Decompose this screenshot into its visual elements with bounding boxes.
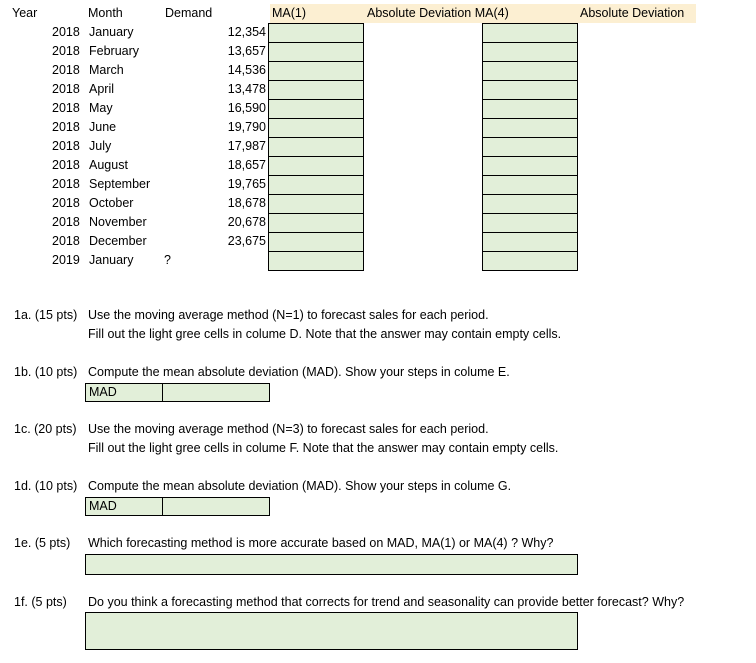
row-year: 2018: [52, 196, 80, 210]
ma1-input-cell[interactable]: [268, 42, 364, 62]
row-demand: 19,765: [227, 177, 266, 191]
mad-label-1d: MAD: [89, 499, 117, 513]
ma4-input-cell[interactable]: [482, 232, 578, 252]
row-year: 2018: [52, 234, 80, 248]
question-1f-label: 1f. (5 pts): [14, 595, 67, 609]
row-year: 2018: [52, 63, 80, 77]
question-1c-line1: Use the moving average method (N=3) to forecast sales for each period.: [88, 422, 489, 436]
ma1-input-cell[interactable]: [268, 175, 364, 195]
row-demand: 18,678: [227, 196, 266, 210]
question-1b-line1: Compute the mean absolute deviation (MAD). Show your steps in colume E.: [88, 365, 510, 379]
row-month: July: [89, 139, 112, 153]
ma4-input-cell[interactable]: [482, 42, 578, 62]
row-month: November: [89, 215, 147, 229]
row-month: January: [89, 25, 134, 39]
mad-label-cell-1d: [85, 497, 163, 516]
mad-answer-cell-1b[interactable]: [162, 383, 270, 402]
row-demand: 17,987: [227, 139, 266, 153]
header-month: Month: [88, 6, 123, 20]
mad-label-cell-1b: [85, 383, 163, 402]
ma1-input-cell[interactable]: [268, 118, 364, 138]
mad-label-1b: MAD: [89, 385, 117, 399]
row-month: December: [89, 234, 147, 248]
question-1d-label: 1d. (10 pts): [14, 479, 78, 493]
answer-cell-1f[interactable]: [85, 612, 578, 650]
ma4-input-cell[interactable]: [482, 194, 578, 214]
row-demand: 20,678: [227, 215, 266, 229]
row-year: 2018: [52, 215, 80, 229]
ma1-input-cell[interactable]: [268, 137, 364, 157]
ma1-input-cell[interactable]: [268, 80, 364, 100]
ma4-input-cell[interactable]: [482, 213, 578, 233]
header-demand: Demand: [165, 6, 213, 20]
question-1a-line1: Use the moving average method (N=1) to forecast sales for each period.: [88, 308, 489, 322]
row-month: September: [89, 177, 151, 191]
header-year: Year: [12, 6, 38, 20]
ma4-input-cell[interactable]: [482, 118, 578, 138]
question-1c-label: 1c. (20 pts): [14, 422, 77, 436]
question-1c-line2: Fill out the light gree cells in colume F. Note that the answer may contain empty cells.: [88, 441, 559, 455]
ma4-input-cell[interactable]: [482, 175, 578, 195]
mad-answer-cell-1d[interactable]: [162, 497, 270, 516]
row-year: 2019: [52, 253, 80, 267]
header-abs-dev-ma4: Absolute Deviation MA(4): [367, 6, 509, 20]
row-year: 2018: [52, 120, 80, 134]
ma4-input-cell[interactable]: [482, 137, 578, 157]
row-demand: 18,657: [227, 158, 266, 172]
ma4-input-cell[interactable]: [482, 251, 578, 271]
row-demand: 16,590: [227, 101, 266, 115]
ma4-input-cell[interactable]: [482, 156, 578, 176]
question-1f-line1: Do you think a forecasting method that corrects for trend and seasonality can provide better forecast? Why?: [88, 595, 685, 609]
ma4-input-cell[interactable]: [482, 61, 578, 81]
row-year: 2018: [52, 158, 80, 172]
ma1-input-cell[interactable]: [268, 99, 364, 119]
ma1-input-cell[interactable]: [268, 194, 364, 214]
question-1d-line1: Compute the mean absolute deviation (MAD). Show your steps in colume G.: [88, 479, 512, 493]
ma1-input-cell[interactable]: [268, 251, 364, 271]
answer-cell-1e[interactable]: [85, 554, 578, 575]
row-demand: 14,536: [227, 63, 266, 77]
question-1a-label: 1a. (15 pts): [14, 308, 78, 322]
ma1-input-cell[interactable]: [268, 23, 364, 43]
row-year: 2018: [52, 44, 80, 58]
row-month: June: [89, 120, 117, 134]
row-year: 2018: [52, 101, 80, 115]
row-month: March: [89, 63, 124, 77]
row-year: 2018: [52, 25, 80, 39]
ma1-input-cell[interactable]: [268, 61, 364, 81]
ma1-input-cell[interactable]: [268, 232, 364, 252]
row-demand: 19,790: [227, 120, 266, 134]
row-demand: 23,675: [227, 234, 266, 248]
question-1b-label: 1b. (10 pts): [14, 365, 78, 379]
ma1-input-cell[interactable]: [268, 213, 364, 233]
ma1-input-cell[interactable]: [268, 156, 364, 176]
row-month: October: [89, 196, 134, 210]
row-demand: 13,478: [227, 82, 266, 96]
question-1e-label: 1e. (5 pts): [14, 536, 71, 550]
ma4-input-cell[interactable]: [482, 80, 578, 100]
row-demand: ?: [164, 253, 171, 267]
header-ma1: MA(1): [272, 6, 307, 20]
row-month: February: [89, 44, 140, 58]
row-month: April: [89, 82, 115, 96]
row-month: January: [89, 253, 134, 267]
question-1a-line2: Fill out the light gree cells in colume D. Note that the answer may contain empty cells.: [88, 327, 562, 341]
ma4-input-cell[interactable]: [482, 23, 578, 43]
ma4-input-cell[interactable]: [482, 99, 578, 119]
row-month: August: [89, 158, 128, 172]
row-year: 2018: [52, 139, 80, 153]
row-demand: 12,354: [227, 25, 266, 39]
header-abs-dev: Absolute Deviation: [580, 6, 685, 20]
row-year: 2018: [52, 177, 80, 191]
question-1e-line1: Which forecasting method is more accurate based on MAD, MA(1) or MA(4) ? Why?: [88, 536, 554, 550]
row-demand: 13,657: [227, 44, 266, 58]
row-year: 2018: [52, 82, 80, 96]
row-month: May: [89, 101, 113, 115]
